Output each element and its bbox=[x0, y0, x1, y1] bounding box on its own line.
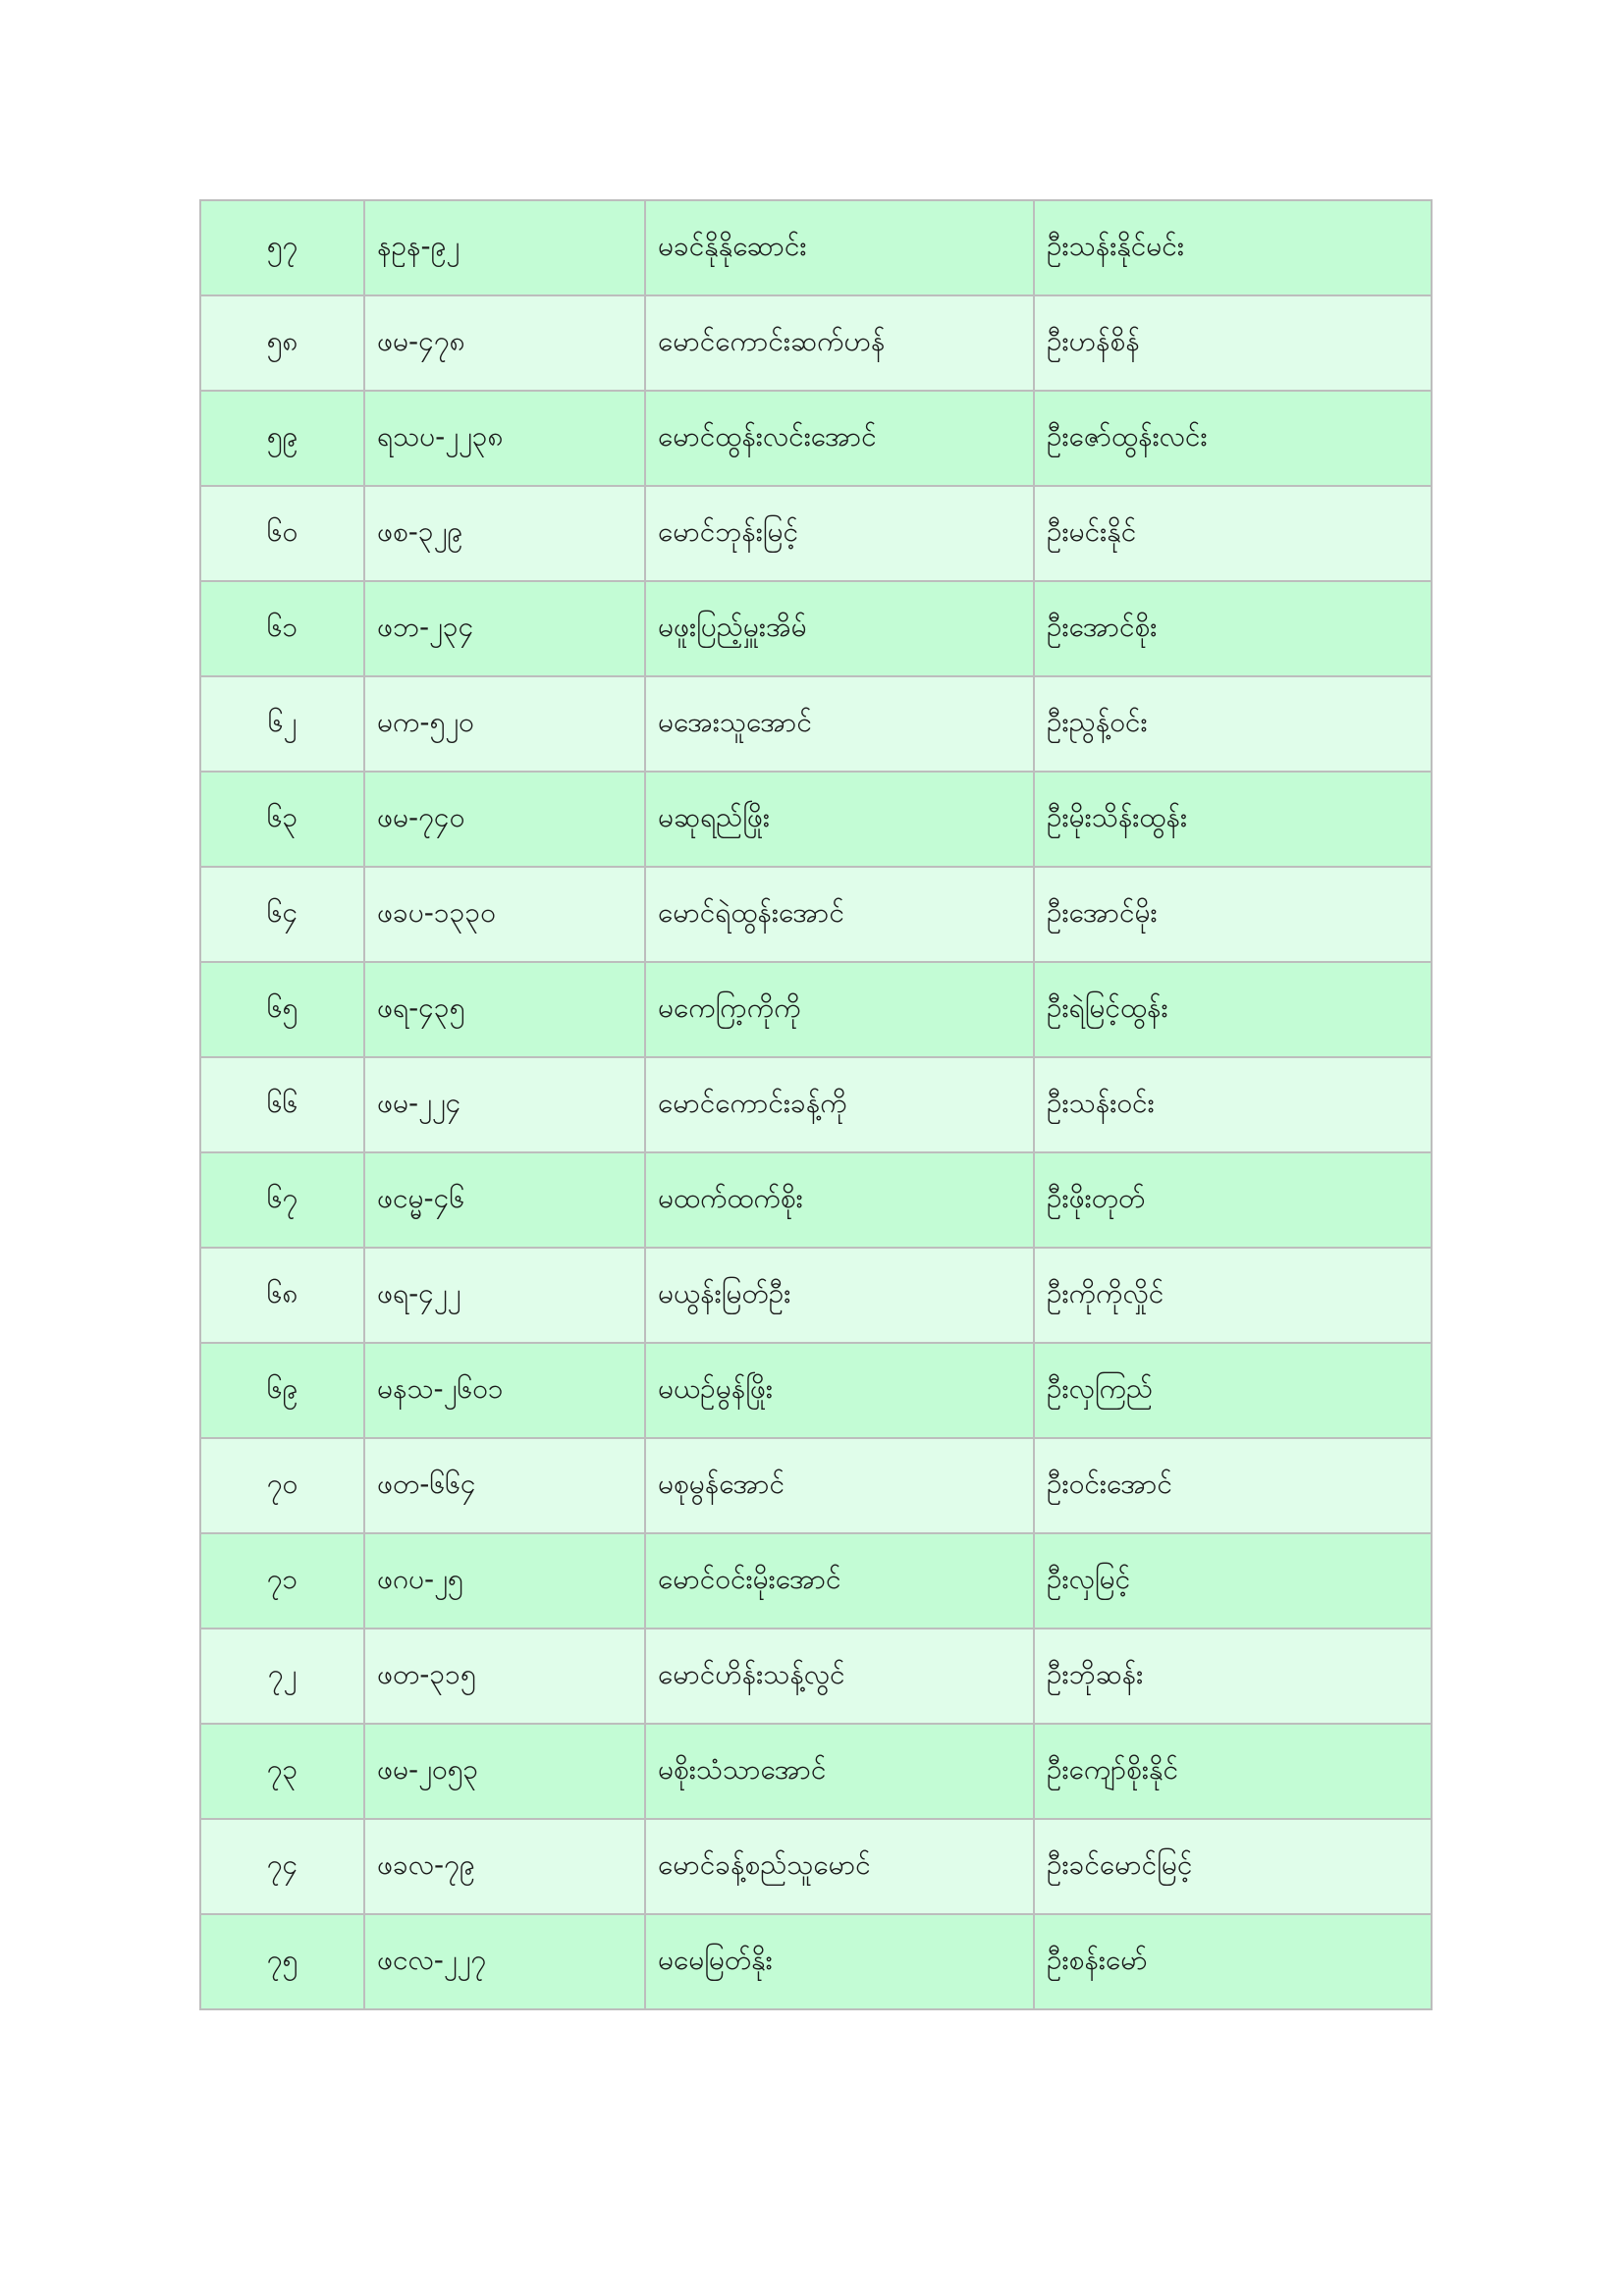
table-row bbox=[200, 1819, 1432, 1914]
table-row bbox=[200, 1248, 1432, 1343]
student-name-cell: မောင်ကောင်းဆက်ဟန် bbox=[645, 295, 1034, 391]
student-name-cell: မောင်ကောင်းခန့်ကို bbox=[645, 1057, 1034, 1152]
roll-number-cell: ဖခပ-၁၃၃၀ bbox=[364, 867, 645, 962]
table-row bbox=[200, 200, 1432, 295]
student-name-cell: မောင်ထွန်းလင်းအောင် bbox=[645, 391, 1034, 486]
father-name-cell: ဦးဝင်းအောင် bbox=[1034, 1438, 1432, 1533]
student-name-cell: မကေဂြာ့ကိုကို bbox=[645, 962, 1034, 1057]
row-number-cell: ၇၂ bbox=[200, 1629, 364, 1724]
father-name-cell: ဦးမင်းနိုင် bbox=[1034, 486, 1432, 581]
roll-number-cell: ဖစ-၃၂၉ bbox=[364, 486, 645, 581]
student-name-cell: မောင်ရဲထွန်းအောင် bbox=[645, 867, 1034, 962]
row-number-cell: ၆၀ bbox=[200, 486, 364, 581]
row-number-cell: ၇၀ bbox=[200, 1438, 364, 1533]
row-number-cell: ၇၁ bbox=[200, 1533, 364, 1629]
father-name-cell: ဦးမိုးသိန်းထွန်း bbox=[1034, 772, 1432, 867]
father-name-cell: ဦးသန်းဝင်း bbox=[1034, 1057, 1432, 1152]
table-row bbox=[200, 391, 1432, 486]
row-number-cell: ၆၂ bbox=[200, 676, 364, 772]
father-name-cell: ဦးစန်းမော် bbox=[1034, 1914, 1432, 2009]
father-name-cell: ဦးကျော်စိုးနိုင် bbox=[1034, 1724, 1432, 1819]
roll-number-cell: ဖဘ-၂၃၄ bbox=[364, 581, 645, 676]
row-number-cell: ၇၃ bbox=[200, 1724, 364, 1819]
roll-number-cell: ဖခလ-၇၉ bbox=[364, 1819, 645, 1914]
student-name-cell: မယွန်းမြတ်ဦး bbox=[645, 1248, 1034, 1343]
table-row bbox=[200, 1724, 1432, 1819]
student-name-cell: မောင်ခန့်စည်သူမောင် bbox=[645, 1819, 1034, 1914]
row-number-cell: ၆၁ bbox=[200, 581, 364, 676]
student-name-cell: မစိုးသံသာအောင် bbox=[645, 1724, 1034, 1819]
row-number-cell: ၆၆ bbox=[200, 1057, 364, 1152]
table-row bbox=[200, 1343, 1432, 1438]
row-number-cell: ၆၄ bbox=[200, 867, 364, 962]
roll-number-cell: ဖရ-၄၃၅ bbox=[364, 962, 645, 1057]
father-name-cell: ဦးလှကြည် bbox=[1034, 1343, 1432, 1438]
roll-number-cell: ဖတ-၃၁၅ bbox=[364, 1629, 645, 1724]
roll-number-cell: ဖမ-၂၂၄ bbox=[364, 1057, 645, 1152]
student-name-cell: မထက်ထက်စိုး bbox=[645, 1152, 1034, 1248]
row-number-cell: ၅၈ bbox=[200, 295, 364, 391]
roll-number-cell: မနသ-၂၆၀၁ bbox=[364, 1343, 645, 1438]
roll-number-cell: နဥန-၉၂ bbox=[364, 200, 645, 295]
father-name-cell: ဦးခင်မောင်မြင့် bbox=[1034, 1819, 1432, 1914]
student-name-cell: မဆုရည်ဖြိုး bbox=[645, 772, 1034, 867]
roll-number-cell: ဖရ-၄၂၂ bbox=[364, 1248, 645, 1343]
student-name-cell: မောင်ဟိန်းသန့်လွင် bbox=[645, 1629, 1034, 1724]
row-number-cell: ၅၇ bbox=[200, 200, 364, 295]
row-number-cell: ၆၇ bbox=[200, 1152, 364, 1248]
row-number-cell: ၆၃ bbox=[200, 772, 364, 867]
row-number-cell: ၆၅ bbox=[200, 962, 364, 1057]
father-name-cell: ဦးအောင်စိုး bbox=[1034, 581, 1432, 676]
roll-number-cell: ဖမ-၇၄၀ bbox=[364, 772, 645, 867]
table-row bbox=[200, 867, 1432, 962]
father-name-cell: ဦးဘိုဆန်း bbox=[1034, 1629, 1432, 1724]
father-name-cell: ဦးဇော်ထွန်းလင်း bbox=[1034, 391, 1432, 486]
student-name-cell: မစုမွန်အောင် bbox=[645, 1438, 1034, 1533]
student-name-cell: မမေမြတ်နိုး bbox=[645, 1914, 1034, 2009]
results-table-body bbox=[200, 200, 1432, 2009]
table-row bbox=[200, 1629, 1432, 1724]
student-name-cell: မခင်နိုနိုဆောင်း bbox=[645, 200, 1034, 295]
row-number-cell: ၅၉ bbox=[200, 391, 364, 486]
father-name-cell: ဦးညွန့်ဝင်း bbox=[1034, 676, 1432, 772]
table-row bbox=[200, 1057, 1432, 1152]
roll-number-cell: ဖငမ္မ-၄၆ bbox=[364, 1152, 645, 1248]
father-name-cell: ဦးလှမြင့် bbox=[1034, 1533, 1432, 1629]
table-row bbox=[200, 676, 1432, 772]
student-name-cell: မအေးသူအောင် bbox=[645, 676, 1034, 772]
roll-number-cell: မက-၅၂၀ bbox=[364, 676, 645, 772]
table-row bbox=[200, 486, 1432, 581]
table-row bbox=[200, 1533, 1432, 1629]
roll-number-cell: ဖဂပ-၂၅ bbox=[364, 1533, 645, 1629]
roll-number-cell: ဖမ-၄၇၈ bbox=[364, 295, 645, 391]
father-name-cell: ဦးသန်းနိုင်မင်း bbox=[1034, 200, 1432, 295]
table-row bbox=[200, 1438, 1432, 1533]
student-name-cell: မဖူးပြည့်မှူးအိမ် bbox=[645, 581, 1034, 676]
row-number-cell: ၇၅ bbox=[200, 1914, 364, 2009]
roll-number-cell: ရသပ-၂၂၃၈ bbox=[364, 391, 645, 486]
student-name-cell: မယဉ်မွန်ဖြိုး bbox=[645, 1343, 1034, 1438]
table-row bbox=[200, 962, 1432, 1057]
table-row bbox=[200, 772, 1432, 867]
table-row bbox=[200, 295, 1432, 391]
table-row bbox=[200, 1152, 1432, 1248]
student-name-cell: မောင်ဘုန်းမြင့် bbox=[645, 486, 1034, 581]
row-number-cell: ၆၈ bbox=[200, 1248, 364, 1343]
roll-number-cell: ဖတ-၆၆၄ bbox=[364, 1438, 645, 1533]
roll-number-cell: ဖငလ-၂၂၇ bbox=[364, 1914, 645, 2009]
father-name-cell: ဦးအောင်မိုး bbox=[1034, 867, 1432, 962]
table-row bbox=[200, 1914, 1432, 2009]
father-name-cell: ဦးဖိုးတုတ် bbox=[1034, 1152, 1432, 1248]
row-number-cell: ၆၉ bbox=[200, 1343, 364, 1438]
father-name-cell: ဦးကိုကိုလှိုင် bbox=[1034, 1248, 1432, 1343]
table-row bbox=[200, 581, 1432, 676]
father-name-cell: ဦးဟန်စိန် bbox=[1034, 295, 1432, 391]
student-name-cell: မောင်ဝင်းမိုးအောင် bbox=[645, 1533, 1034, 1629]
results-table bbox=[199, 199, 1433, 2010]
row-number-cell: ၇၄ bbox=[200, 1819, 364, 1914]
father-name-cell: ဦးရဲမြင့်ထွန်း bbox=[1034, 962, 1432, 1057]
roll-number-cell: ဖမ-၂၀၅၃ bbox=[364, 1724, 645, 1819]
